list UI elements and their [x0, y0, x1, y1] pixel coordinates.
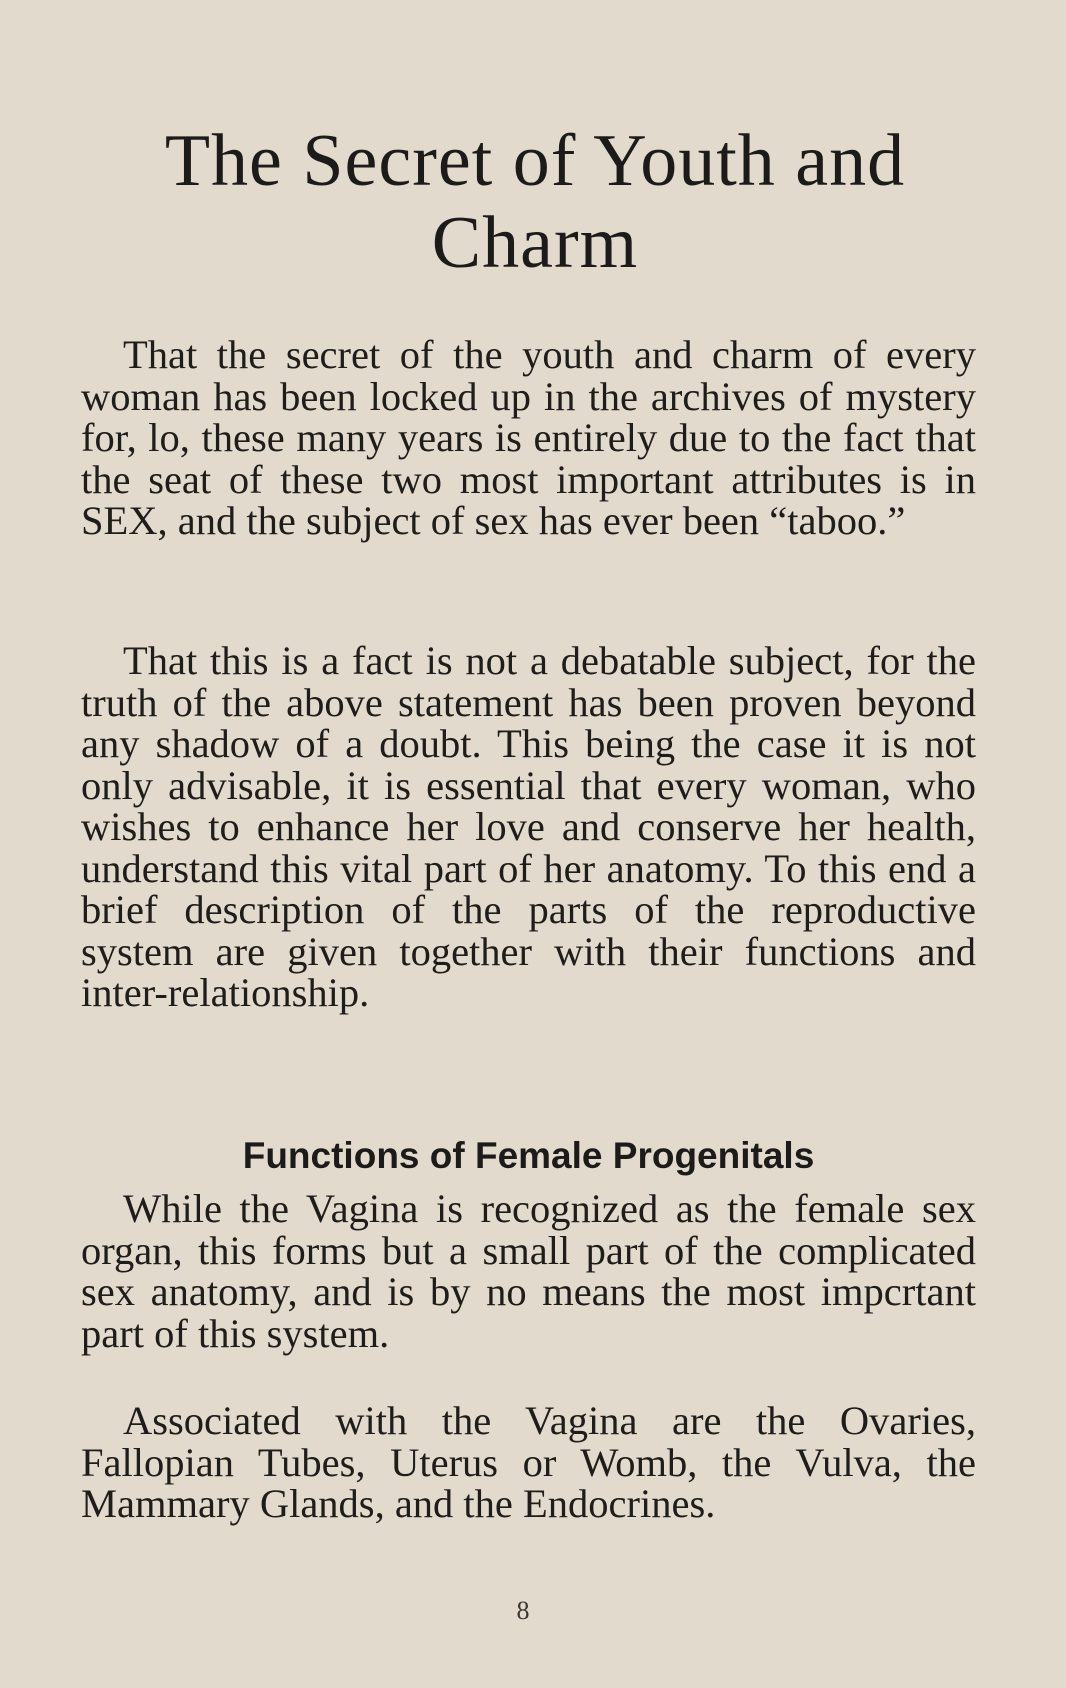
paragraph-intro: That the secret of the youth and charm of every woman has been locked up in the archives of mystery for, lo, these many years is entirely due to the fact that the seat of these two most important attributes is in SEX, and the subject of sex has ever been “taboo.”	[81, 332, 976, 543]
paragraph-vagina: While the Vagina is recognized as the female sex organ, this forms but a small part of the complicated sex anatomy, and is by no means the most impcrtant part of this system.	[81, 1186, 976, 1356]
paragraph-fact: That this is a fact is not a debatable subject, for the truth of the above statement has been proven beyond any shadow of a doubt. This being the case it is not only advisable, it is essential that every woman, who wishes to enhance her love and conserve her health, understand this vital part of her anatomy. To this end a brief description of the parts of the reproductive system are given together with their functions and inter-relationship.	[81, 638, 976, 1015]
page-title: The Secret of Youth and Charm	[164, 120, 906, 284]
paragraph-associated-organs: Associated with the Vagina are the Ovaries, Fallopian Tubes, Uterus or Womb, the Vulva, the Mammary Glands, and the Endocrines.	[81, 1398, 976, 1526]
section-heading: Functions of Female Progenitals	[242, 1135, 815, 1176]
page-number: 8	[516, 1596, 530, 1625]
